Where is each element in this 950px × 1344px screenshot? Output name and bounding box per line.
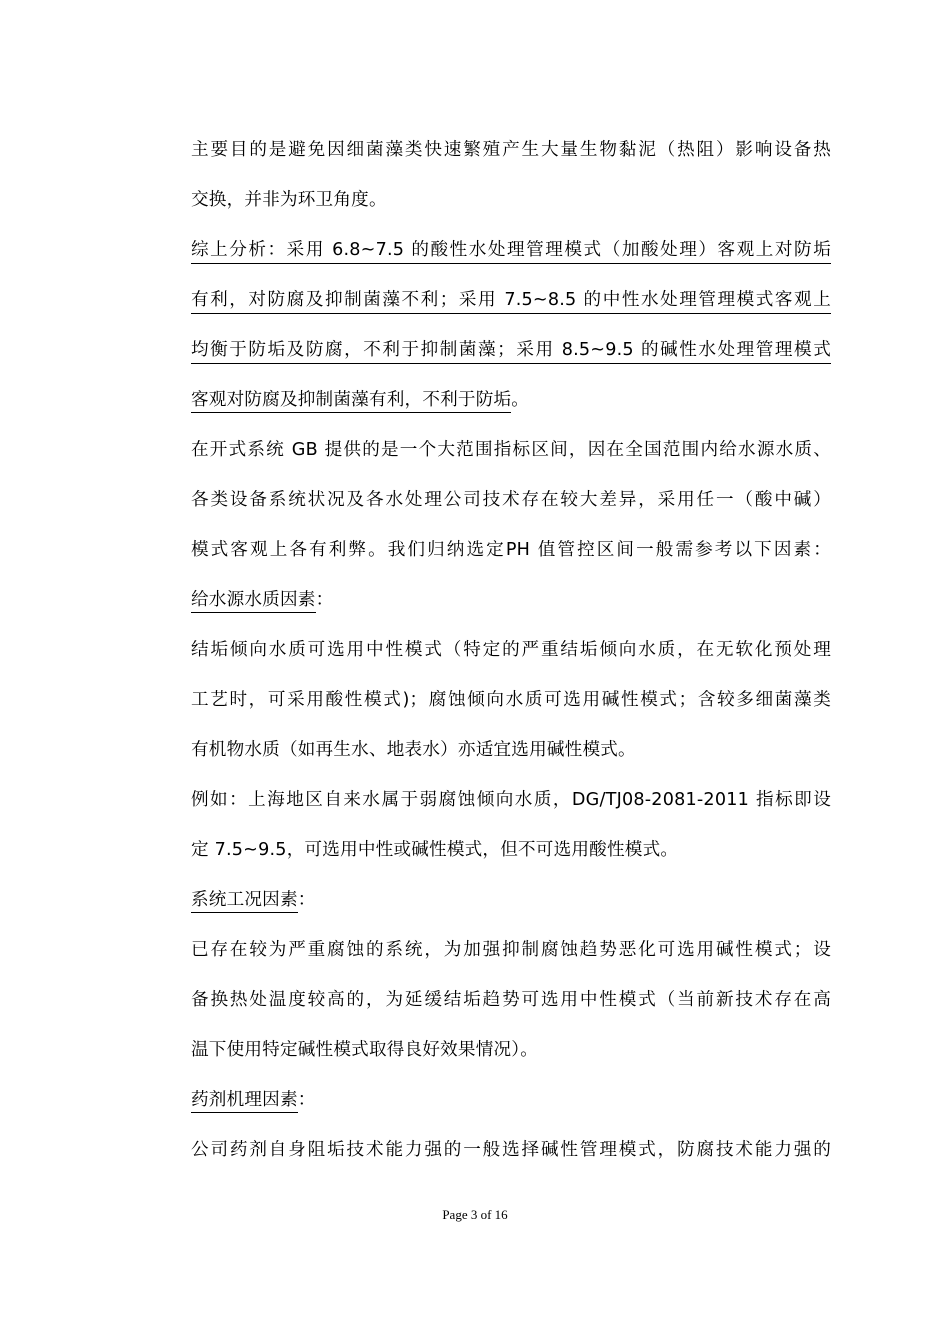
paragraph-line: 备换热处温度较高的，为延缓结垢趋势可选用中性模式（当前新技术存在高 bbox=[191, 990, 831, 1010]
section-heading bbox=[191, 889, 831, 911]
paragraph-line: 主要目的是避免因细菌藻类快速繁殖产生大量生物黏泥（热阻）影响设备热 bbox=[191, 140, 831, 160]
heading-water-source: 给水源水质因素 bbox=[191, 590, 316, 613]
period: 。 bbox=[511, 390, 530, 410]
section-heading bbox=[191, 589, 831, 611]
summary-line-underlined: 综上分析：采用 6.8~7.5 的酸性水处理管理模式（加酸处理）客观上对防垢 bbox=[191, 239, 831, 264]
summary-line-underlined: 有利，对防腐及抑制菌藻不利；采用 7.5~8.5 的中性水处理管理模式客观上 bbox=[191, 289, 831, 314]
paragraph-line bbox=[191, 1039, 831, 1061]
page-footer: Page 3 of 16 bbox=[442, 1207, 508, 1222]
summary-line-underlined: 均衡于防垢及防腐，不利于抑制菌藻；采用 8.5~9.5 的碱性水处理管理模式 bbox=[191, 339, 831, 364]
summary-line-last bbox=[191, 389, 831, 411]
paragraph-line: 交换，并非为环卫角度。 bbox=[191, 190, 387, 210]
paragraph-line: 在开式系统 GB 提供的是一个大范围指标区间，因在全国范围内给水源水质、 bbox=[191, 440, 831, 460]
paragraph-text: 温下使用特定碱性模式取得良好效果情况） bbox=[191, 1040, 521, 1060]
paragraph-line: 有机物水质（如再生水、地表水）亦适宜选用碱性模式。 bbox=[191, 740, 636, 760]
paragraph-line: 公司药剂自身阻垢技术能力强的一般选择碱性管理模式，防腐技术能力强的 bbox=[191, 1140, 831, 1160]
section-heading bbox=[191, 1089, 831, 1111]
summary-underlined-text: 客观对防腐及抑制菌藻有利，不利于防垢 bbox=[191, 390, 511, 413]
paragraph-line: 工艺时，可采用酸性模式)；腐蚀倾向水质可选用碱性模式；含较多细菌藻类 bbox=[191, 690, 831, 710]
paragraph-line: 各类设备系统状况及各水处理公司技术存在较大差异，采用任一（酸中碱） bbox=[191, 490, 831, 510]
colon: ： bbox=[315, 590, 334, 610]
period: 。 bbox=[520, 1040, 539, 1060]
heading-system-condition: 系统工况因素 bbox=[191, 890, 298, 913]
paragraph-line: 已存在较为严重腐蚀的系统，为加强抑制腐蚀趋势恶化可选用碱性模式；设 bbox=[191, 940, 831, 960]
paragraph-line: 结垢倾向水质可选用中性模式（特定的严重结垢倾向水质，在无软化预处理 bbox=[191, 640, 831, 660]
colon: ： bbox=[297, 890, 316, 910]
heading-agent-mechanism: 药剂机理因素 bbox=[191, 1090, 298, 1113]
paragraph-line: 例如：上海地区自来水属于弱腐蚀倾向水质，DG/TJ08-2081-2011 指标即设 bbox=[191, 790, 831, 810]
paragraph-line: 定 7.5~9.5，可选用中性或碱性模式，但不可选用酸性模式。 bbox=[191, 840, 679, 860]
paragraph-line: 模式客观上各有利弊。我们归纳选定PH 值管控区间一般需参考以下因素： bbox=[191, 540, 831, 560]
colon: ： bbox=[297, 1090, 316, 1110]
